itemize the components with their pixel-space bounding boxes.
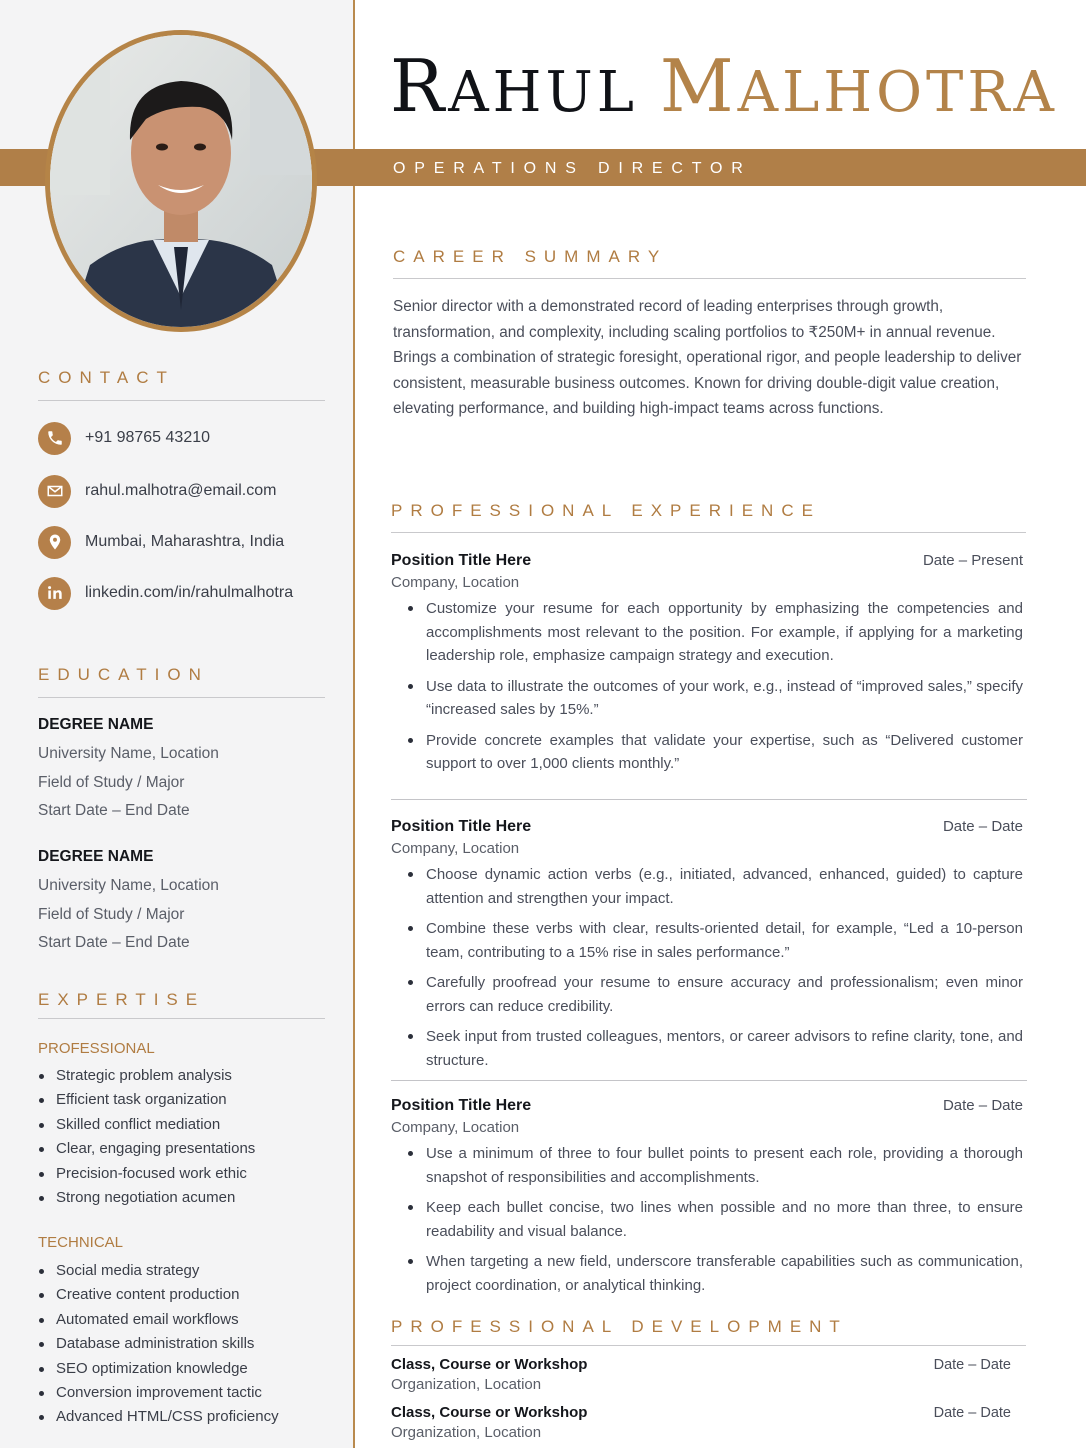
university: University Name, Location — [38, 745, 219, 762]
list-item: Efficient task organization — [38, 1088, 255, 1112]
job-divider — [391, 799, 1027, 800]
position-title: Position Title Here — [391, 552, 532, 569]
field-of-study: Field of Study / Major — [38, 905, 185, 923]
contact-rule — [38, 400, 325, 401]
email-icon — [38, 475, 71, 508]
vertical-divider — [353, 0, 355, 1448]
linkedin-text: linkedin.com/in/rahulmalhotra — [85, 584, 294, 601]
career-summary-heading: CAREER SUMMARY — [393, 247, 668, 266]
degree-name: DEGREE NAME — [38, 848, 154, 865]
bullet-item: Use data to illustrate the outcomes of your work, e.g., instead of “improved sales,” specify “increased sales by 15%.” — [391, 675, 1023, 722]
course-title: Class, Course or Workshop — [391, 1356, 588, 1373]
bullet-item: Use a minimum of three to four bullet points to present each role, providing a thorough snapshot of responsibilities and accomplishments. — [391, 1142, 1023, 1189]
job-bullets — [391, 1142, 1023, 1297]
profile-photo — [45, 30, 317, 332]
contact-linkedin[interactable] — [38, 576, 293, 610]
job-entry — [391, 1097, 1023, 1304]
portrait-image — [50, 35, 312, 327]
list-item: Strategic problem analysis — [38, 1064, 255, 1088]
list-item: Conversion improvement tactic — [38, 1381, 279, 1405]
course-organization: Organization, Location — [391, 1376, 542, 1393]
list-item: Advanced HTML/CSS proficiency — [38, 1405, 279, 1429]
job-entry — [391, 818, 1023, 1079]
education-heading: EDUCATION — [38, 665, 209, 684]
list-item: Creative content production — [38, 1283, 279, 1307]
location-icon — [38, 526, 71, 559]
technical-skills-list — [38, 1259, 279, 1430]
list-item: Clear, engaging presentations — [38, 1137, 255, 1161]
development-heading: PROFESSIONAL DEVELOPMENT — [391, 1317, 848, 1336]
position-title: Position Title Here — [391, 818, 532, 835]
education-entry — [38, 848, 219, 958]
company-location: Company, Location — [391, 840, 520, 857]
course-dates: Date – Date — [933, 1405, 1011, 1421]
professional-skills-heading: PROFESSIONAL — [38, 1040, 155, 1057]
development-entry — [391, 1356, 1011, 1393]
list-item: Database administration skills — [38, 1332, 279, 1356]
job-bullets — [391, 863, 1023, 1072]
education-rule — [38, 697, 325, 698]
candidate-name — [390, 44, 1058, 128]
education-dates: Start Date – End Date — [38, 802, 190, 819]
job-divider — [391, 1080, 1027, 1081]
position-title: Position Title Here — [391, 1097, 532, 1114]
expertise-rule — [38, 1018, 325, 1019]
university: University Name, Location — [38, 877, 219, 894]
bullet-item: Customize your resume for each opportunity by emphasizing the competencies and accomplishments most relevant to the position. For example, if applying for a marketing leadership role, emphasize campaign strategy and execution. — [391, 597, 1023, 668]
position-dates: Date – Date — [942, 1097, 1023, 1114]
bullet-item: Keep each bullet concise, two lines when possible and no more than three, to ensure readability and visual balance. — [391, 1196, 1023, 1243]
degree-name: DEGREE NAME — [38, 716, 154, 733]
bullet-item: Combine these verbs with clear, results-oriented detail, for example, “Led a 10-person team, contributing to a 15% rise in sales performance.” — [391, 917, 1023, 964]
last-name-rest: ALHOTRA — [737, 60, 1058, 125]
list-item: Strong negotiation acumen — [38, 1186, 255, 1210]
bullet-item: Provide concrete examples that validate your expertise, such as “Delivered customer support to over 1,000 clients monthly.” — [391, 729, 1023, 776]
development-rule — [391, 1345, 1026, 1346]
linkedin-icon — [38, 577, 71, 610]
job-entry — [391, 552, 1023, 783]
development-entry — [391, 1404, 1011, 1441]
first-name-initial: R — [390, 44, 449, 128]
last-name-initial: M — [659, 44, 738, 128]
course-dates: Date – Date — [933, 1357, 1011, 1373]
contact-location — [38, 525, 284, 559]
list-item: Social media strategy — [38, 1259, 279, 1283]
job-bullets — [391, 597, 1023, 776]
expertise-heading: EXPERTISE — [38, 990, 206, 1009]
list-item: Skilled conflict mediation — [38, 1113, 255, 1137]
career-summary-text: Senior director with a demonstrated record of leading enterprises through growth, transformation, and complexity, including scaling portfolios to ₹250M+ in annual revenue. Brings a combination of strategic foresight, operational rigor, and people leadership to deliver consistent, measurable business outcomes. Known for driving double-digit value creation, elevating performance, and building high-impact teams across functions. — [393, 298, 1022, 418]
bullet-item: Carefully proofread your resume to ensure accuracy and professionalism; even minor errors can reduce credibility. — [391, 971, 1023, 1018]
list-item: SEO optimization knowledge — [38, 1357, 279, 1381]
position-dates: Date – Present — [922, 552, 1023, 569]
bullet-item: Seek input from trusted colleagues, mentors, or career advisors to refine clarity, tone, and structure. — [391, 1025, 1023, 1072]
education-entry — [38, 716, 219, 826]
list-item: Automated email workflows — [38, 1308, 279, 1332]
first-name-rest: AHUL — [448, 60, 638, 125]
company-location: Company, Location — [391, 1119, 520, 1136]
company-location: Company, Location — [391, 574, 520, 591]
professional-skills-list — [38, 1064, 255, 1210]
course-title: Class, Course or Workshop — [391, 1404, 588, 1421]
technical-skills-heading: TECHNICAL — [38, 1234, 124, 1251]
contact-phone[interactable] — [38, 421, 210, 455]
location-text: Mumbai, Maharashtra, India — [85, 533, 285, 550]
summary-rule — [393, 278, 1026, 279]
experience-heading: PROFESSIONAL EXPERIENCE — [391, 501, 821, 520]
contact-email[interactable] — [38, 474, 276, 508]
phone-icon — [38, 422, 71, 455]
email-text: rahul.malhotra@email.com — [85, 482, 277, 499]
course-organization: Organization, Location — [391, 1424, 542, 1441]
position-dates: Date – Date — [942, 818, 1023, 835]
contact-heading: CONTACT — [38, 368, 175, 387]
bullet-item: Choose dynamic action verbs (e.g., initiated, advanced, enhanced, guided) to capture attention and strengthen your impact. — [391, 863, 1023, 910]
experience-rule — [391, 532, 1026, 533]
education-dates: Start Date – End Date — [38, 934, 190, 951]
phone-text: +91 98765 43210 — [85, 429, 211, 446]
job-title: OPERATIONS DIRECTOR — [393, 160, 752, 177]
bullet-item: When targeting a new field, underscore transferable capabilities such as communication, project coordination, or analytical thinking. — [391, 1250, 1023, 1297]
field-of-study: Field of Study / Major — [38, 773, 185, 791]
list-item: Precision-focused work ethic — [38, 1162, 255, 1186]
